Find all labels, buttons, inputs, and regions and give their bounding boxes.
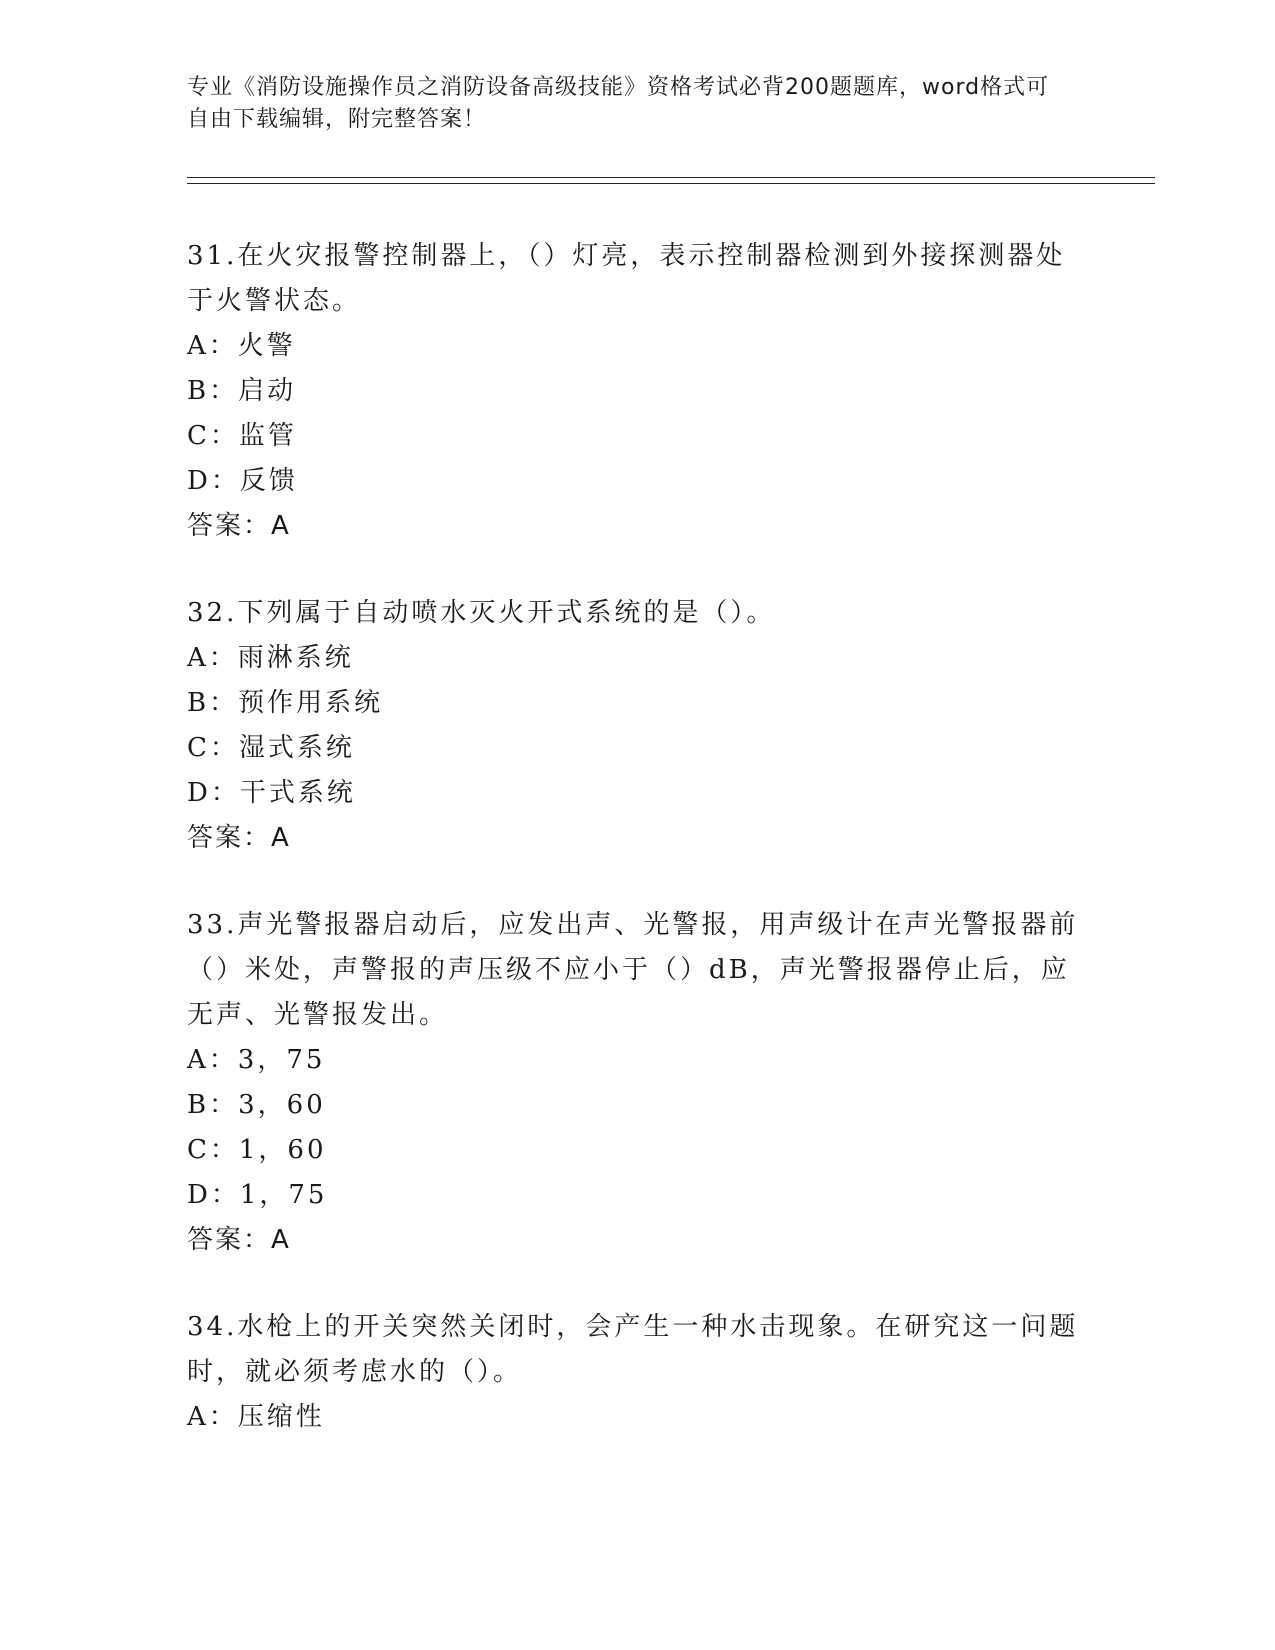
answer-line: 答案：A	[187, 511, 291, 541]
option-b: B：启动	[187, 376, 297, 406]
question-stem: 31.在火灾报警控制器上，（）灯亮，表示控制器检测到外接探测器处于火警状态。	[187, 241, 1066, 316]
option-b: B：3，60	[187, 1090, 326, 1120]
header-divider-top	[187, 177, 1155, 178]
option-a: A：压缩性	[187, 1402, 325, 1432]
option-a: A：3，75	[187, 1045, 326, 1075]
option-d: D：反馈	[187, 466, 298, 496]
question-34	[187, 1305, 1087, 1440]
question-33	[187, 903, 1087, 1263]
option-d: D：干式系统	[187, 778, 356, 808]
option-c: C：湿式系统	[187, 733, 355, 763]
option-b: B：预作用系统	[187, 688, 384, 718]
option-c: C：监管	[187, 421, 297, 451]
option-c: C：1，60	[187, 1135, 327, 1165]
answer-line: 答案：A	[187, 1225, 291, 1255]
option-d: D：1，75	[187, 1180, 328, 1210]
question-stem: 33.声光警报器启动后，应发出声、光警报，用声级计在声光警报器前（）米处，声警报的声压级不应小于（）dB，声光警报器停止后，应无声、光警报发出。	[187, 910, 1079, 1030]
document-header: 专业《消防设施操作员之消防设备高级技能》资格考试必背200题题库，word格式可自由下载编辑，附完整答案！	[187, 75, 1050, 132]
answer-line: 答案：A	[187, 823, 291, 853]
option-a: A：火警	[187, 331, 296, 361]
question-32	[187, 591, 1087, 861]
question-stem: 34.水枪上的开关突然关闭时，会产生一种水击现象。在研究这一问题时，就必须考虑水的（）。	[187, 1312, 1079, 1387]
question-list	[187, 234, 1087, 1482]
question-31	[187, 234, 1087, 549]
header-divider-bottom	[187, 183, 1155, 184]
option-a: A：雨淋系统	[187, 643, 354, 673]
question-stem: 32.下列属于自动喷水灭火开式系统的是（）。	[187, 598, 776, 628]
